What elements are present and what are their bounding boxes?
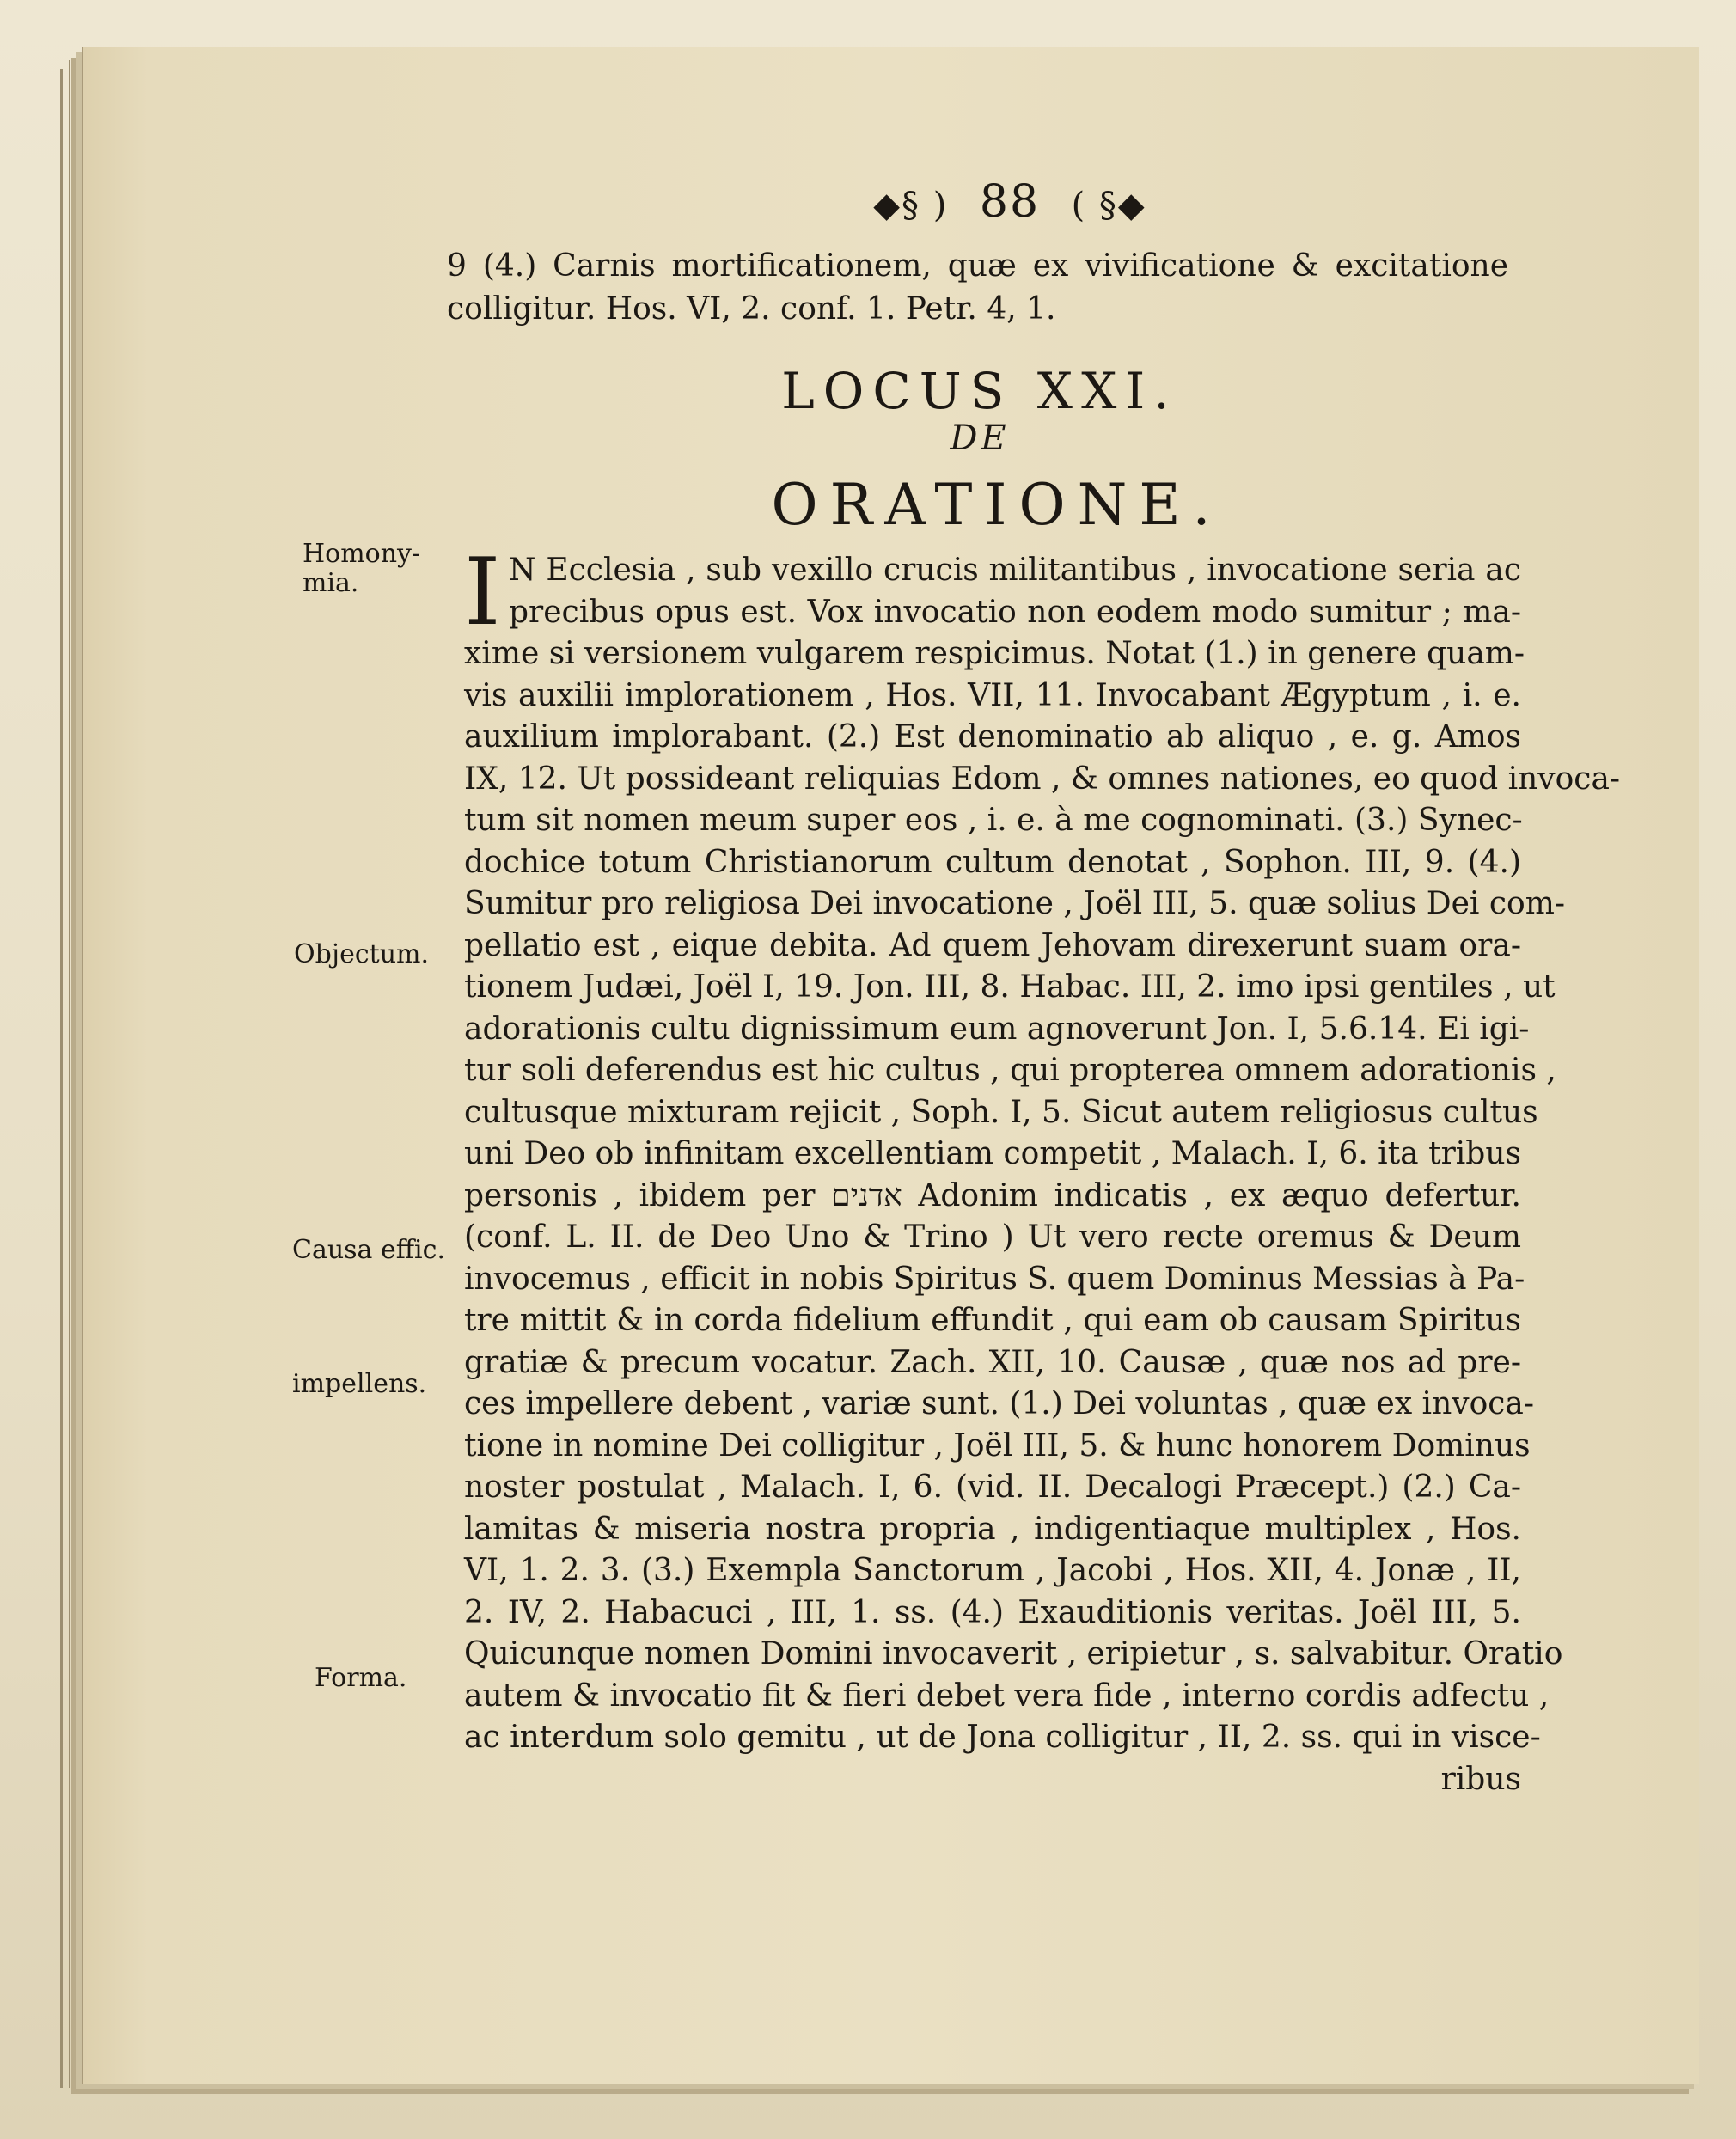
body-line: xime si versionem vulgarem respicimus. Notat (1.) in genere quam- — [464, 636, 1525, 671]
body-line: personis , ibidem per אדנים Adonim indicatis , ex æquo defertur. — [464, 1177, 1521, 1213]
margin-note-line: impellens. — [292, 1369, 427, 1399]
header-ornament-right: ( §◆ — [1071, 186, 1146, 225]
body-line: cultusque mixturam rejicit , Soph. I, 5. Sicut autem religiosus cultus — [464, 1094, 1538, 1130]
drop-cap: I — [464, 539, 501, 646]
margin-note-impellens — [292, 1370, 426, 1399]
body-line: 2. IV, 2. Habacuci , III, 1. ss. (4.) Exauditionis veritas. Joël III, 5. — [464, 1594, 1521, 1630]
body-text — [464, 539, 1621, 1800]
body-line: tione in nomine Dei colligitur , Joël III, 5. & hunc honorem Dominus — [464, 1427, 1531, 1464]
body-line: Sumitur pro religiosa Dei invocatione , Joël III, 5. quæ solius Dei com- — [464, 886, 1566, 921]
body-line: dochice totum Christianorum cultum denotat , Sophon. III, 9. (4.) — [464, 844, 1521, 880]
body-line: VI, 1. 2. 3. (3.) Exempla Sanctorum , Jacobi , Hos. XII, 4. Jonæ , II, — [464, 1553, 1521, 1588]
continuation-text — [447, 245, 1508, 331]
body-line: Quicunque nomen Domini invocaverit , eripietur , s. salvabitur. Oratio — [464, 1636, 1563, 1671]
book-edge-left-inner — [69, 60, 70, 2088]
section-title-oratione: ORATIONE. — [771, 472, 1223, 538]
continuation-line: colligitur. Hos. VI, 2. conf. 1. Petr. 4, 1. — [447, 291, 1056, 327]
margin-note-line: Homony- — [303, 539, 421, 569]
body-line: tre mittit & in corda fidelium effundit , qui eam ob causam Spiritus — [464, 1303, 1521, 1338]
body-line: pellatio est , eique debita. Ad quem Jehovam direxerunt suam ora- — [464, 927, 1521, 963]
body-line: autem & invocatio fit & fieri debet vera fide , interno cordis adfectu , — [464, 1678, 1550, 1714]
margin-note-line: Objectum. — [294, 939, 430, 969]
body-line: IX, 12. Ut possideant reliquias Edom , & omnes nationes, eo quod invoca- — [464, 761, 1621, 797]
body-line: adorationis cultu dignissimum eum agnoverunt Jon. I, 5.6.14. Ei igi- — [464, 1011, 1530, 1047]
body-line: noster postulat , Malach. I, 6. (vid. II. Decalogi Præcept.) (2.) Ca- — [464, 1470, 1521, 1505]
body-line: (conf. L. II. de Deo Uno & Trino ) Ut vero recte oremus & Deum — [464, 1219, 1521, 1255]
page-number: 88 — [979, 176, 1041, 228]
margin-note-objectum — [294, 940, 429, 969]
body-line: tum sit nomen meum super eos , i. e. à me cognominati. (3.) Synec- — [464, 803, 1523, 838]
body-line: invocemus , efficit in nobis Spiritus S. quem Dominus Messias à Pa- — [464, 1261, 1525, 1297]
body-line: tionem Judæi, Joël I, 19. Jon. III, 8. Habac. III, 2. imo ipsi gentiles , ut — [464, 969, 1556, 1005]
page-header — [847, 176, 1173, 236]
section-title-locus: LOCUS XXI. — [781, 362, 1178, 420]
body-line: ces impellere debent , variæ sunt. (1.) Dei voluntas , quæ ex invoca- — [464, 1386, 1535, 1421]
body-line: ribus — [1440, 1761, 1521, 1797]
body-line: uni Deo ob infinitam excellentiam competit , Malach. I, 6. ita tribus — [464, 1136, 1521, 1171]
header-ornament-left: ◆§ ) — [873, 186, 949, 225]
body-line: N Ecclesia , sub vexillo crucis militantibus , invocatione seria ac — [509, 553, 1521, 588]
body-line: gratiæ & precum vocatur. Zach. XII, 10. Causæ , quæ nos ad pre- — [464, 1344, 1521, 1380]
margin-note-line: Forma. — [315, 1663, 407, 1693]
body-line: ac interdum solo gemitu , ut de Jona colligitur , II, 2. ss. qui in visce- — [464, 1720, 1541, 1755]
body-line: lamitas & miseria nostra propria , indigentiaque multiplex , Hos. — [464, 1511, 1521, 1547]
body-line: auxilium implorabant. (2.) Est denominatio ab aliquo , e. g. Amos — [464, 719, 1521, 755]
body-line: tur soli deferendus est hic cultus , qui propterea omnem adorationis , — [464, 1053, 1556, 1088]
margin-note-line: Causa effic. — [292, 1235, 445, 1265]
body-line: precibus opus est. Vox invocatio non eodem modo sumitur ; ma- — [509, 594, 1521, 630]
body-line: vis auxilii implorationem , Hos. VII, 11. Invocabant Ægyptum , i. e. — [464, 677, 1521, 713]
margin-note-homonymia — [303, 540, 420, 598]
margin-note-forma — [315, 1664, 406, 1693]
margin-note-causa-effic — [292, 1236, 445, 1265]
margin-note-line: mia. — [303, 568, 359, 598]
continuation-line: 9 (4.) Carnis mortificationem, quæ ex vivificatione & excitatione — [447, 248, 1508, 284]
section-title-de: DE — [950, 419, 1010, 458]
book-edge-left — [60, 69, 63, 2088]
